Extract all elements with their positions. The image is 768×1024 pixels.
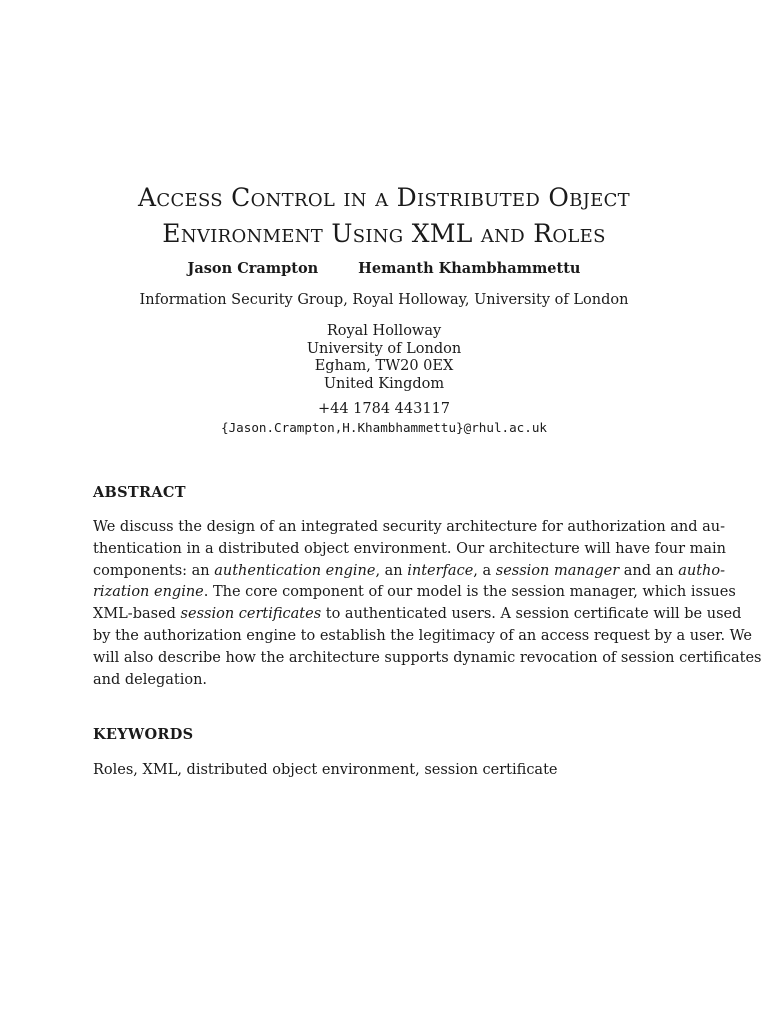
address-line: Egham, TW20 0EX: [314, 358, 454, 374]
abstract-text-run: and delegation.: [93, 671, 208, 688]
abstract-text-run: components: an: [93, 562, 215, 579]
abstract-text-run: and an: [619, 562, 679, 579]
author-name: Jason Crampton: [187, 260, 319, 277]
abstract-text-run: , an: [375, 562, 408, 579]
abstract-line: [93, 561, 726, 583]
abstract-text-run: thentication in a distributed object environment. Our architecture will have four main: [93, 540, 726, 557]
abstract-line: [93, 517, 726, 539]
abstract-italic-term: rization engine: [93, 584, 204, 601]
abstract-text-run: . The core component of our model is the session manager, which issues: [203, 584, 736, 601]
postal-address: [0, 323, 768, 393]
abstract-text-run: by the authorization engine to establish the legitimacy of an access request by a user. We: [93, 627, 752, 644]
abstract-line: [93, 604, 742, 626]
abstract-italic-term: session manager: [495, 562, 620, 579]
author-list: [0, 259, 768, 279]
abstract-heading: ABSTRACT: [93, 484, 186, 501]
address-line: United Kingdom: [323, 375, 445, 392]
abstract-line: [93, 670, 686, 692]
abstract-text-run: , a: [473, 562, 496, 579]
abstract-text-run: XML-based: [93, 606, 181, 623]
keywords-text: Roles, XML, distributed object environment, session certificate: [93, 762, 558, 778]
abstract-italic-term: autho-: [678, 562, 726, 579]
email-address: {Jason.Crampton,H.Khambhammettu}@rhul.ac.uk: [220, 420, 548, 435]
author-name: Hemanth Khambhammettu: [358, 260, 581, 277]
abstract-line: [93, 648, 762, 670]
affiliation: Information Security Group, Royal Holloway, University of London: [139, 292, 629, 308]
abstract-text-run: to authenticated users. A session certificate will be used: [321, 606, 742, 623]
abstract-italic-term: authentication engine: [214, 562, 376, 579]
abstract-line: [93, 626, 752, 648]
phone-number: +44 1784 443117: [317, 401, 451, 417]
abstract-italic-term: session certificates: [180, 606, 322, 623]
paper-title: [60, 180, 708, 252]
abstract-line: [93, 539, 726, 561]
abstract-italic-term: interface: [407, 562, 474, 579]
keywords-heading: KEYWORDS: [93, 726, 194, 743]
title-line: Environment Using XML and Roles: [162, 219, 606, 248]
abstract-text-run: will also describe how the architecture supports dynamic revocation of session certificates: [93, 649, 762, 666]
address-line: Royal Holloway: [326, 323, 442, 339]
abstract-body: [93, 517, 762, 691]
title-line: Access Control in a Distributed Object: [138, 183, 630, 212]
abstract-line: [93, 582, 736, 604]
abstract-text-run: We discuss the design of an integrated security architecture for authorization and au-: [93, 519, 726, 535]
address-line: University of London: [306, 340, 462, 357]
